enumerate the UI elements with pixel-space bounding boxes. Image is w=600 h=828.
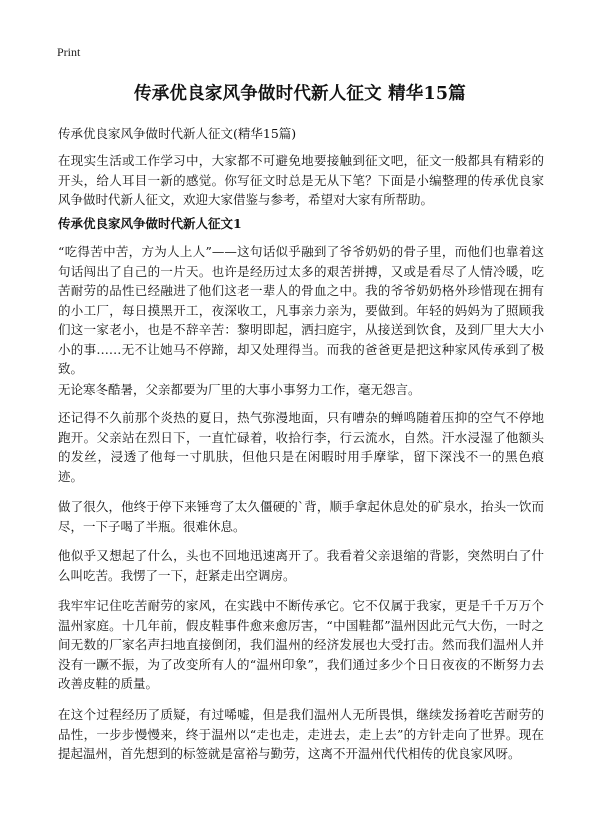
body-paragraph-7 bbox=[58, 705, 544, 764]
intro-text: 在现实生活或工作学习中，大家都不可避免地要接触到征文吧，征文一般都具有精彩的开头，给人耳目一新的感觉。你写征文时总是无从下笔？下面是小编整理的传承优良家风争做时代新人征文，欢迎大家借鉴与参考，希望对大家有所帮助。 bbox=[58, 153, 544, 207]
intro-paragraph bbox=[58, 151, 544, 210]
paragraph-text: 在这个过程经历了质疑，有过唏嘘，但是我们温州人无所畏惧，继续发扬着吃苦耐劳的品性，一步步慢慢来，终于温州以“走也走，走进去，走上去”的方针走向了世界。现在提起温州，首先想到的标签就是富裕与勤劳，这离不开温州代代相传的优良家风呀。 bbox=[58, 707, 544, 761]
paragraph-text: 我牢牢记住吃苦耐劳的家风，在实践中不断传承它。它不仅属于我家，更是千千万万个温州家庭。十几年前，假皮鞋事件愈来愈厉害，“中国鞋都”温州因此元气大伤，一时之间无数的厂家名声扫地直接倒闭，我们温州的经济发展也大受打击。然而我们温州人并没有一蹶不振，为了改变所有人的“温州印象”，我们通过多少个日日夜夜的不断努力去改善皮鞋的质量。 bbox=[58, 598, 544, 691]
paragraph-text: 还记得不久前那个炎热的夏日，热气弥漫地面，只有嘈杂的蝉鸣随着压抑的空气不停地跑开。父亲站在烈日下，一直忙碌着，收拾行李，行云流水，自然。汗水浸湿了他额头的发丝，浸透了他每一寸肌肤，但他只是在闲暇时用手摩挲，留下深浅不一的黑色痕迹。 bbox=[58, 410, 544, 484]
body-paragraph-1 bbox=[58, 242, 544, 379]
paragraph-text: 做了很久，他终于停下来锤弯了太久僵硬的`背，顺手拿起休息处的矿泉水，抬头一饮而尽，一下子喝了半瓶。很难休息。 bbox=[58, 499, 544, 534]
paragraph-text: 他似乎又想起了什么，头也不回地迅速离开了。我看着父亲退缩的背影，突然明白了什么叫吃苦。我愣了一下，赶紧走出空调房。 bbox=[58, 548, 544, 583]
paragraph-text: 无论寒冬酷暑，父亲都要为厂里的大事小事努力工作，毫无怨言。 bbox=[58, 382, 421, 397]
body-paragraph-6 bbox=[58, 596, 544, 694]
document-subtitle: 传承优良家风争做时代新人征文(精华15篇) bbox=[58, 126, 297, 141]
print-label: Print bbox=[57, 45, 81, 59]
paragraph-text: “吃得苦中苦，方为人上人”——这句话似乎融到了爷爷奶奶的骨子里，而他们也靠着这句话闯出了自己的一片天。也许是经历过太多的艰苦拼搏，又或是看尽了人情冷暖，吃苦耐劳的品性已经融进了他们这老一辈人的骨血之中。我的爷爷奶奶格外珍惜现在拥有的小工厂，每日摸黑开工，夜深收工，凡事亲力亲为，要做到。年轻的妈妈为了照顾我们这一家老小，也是不辞辛苦：黎明即起，洒扫庭宇，从接送到饮食，及到厂里大大小小的事……无不让她马不停蹄，却又处理得当。而我的爸爸更是把这种家风传承到了极致。 bbox=[58, 244, 544, 376]
body-paragraph-3 bbox=[58, 408, 544, 486]
body-paragraph-4 bbox=[58, 497, 544, 536]
body-paragraph-5 bbox=[58, 546, 544, 585]
body-paragraph-2 bbox=[58, 380, 544, 400]
section-heading: 传承优良家风争做时代新人征文1 bbox=[58, 216, 242, 231]
document-title: 传承优良家风争做时代新人征文 精华15篇 bbox=[134, 84, 466, 104]
